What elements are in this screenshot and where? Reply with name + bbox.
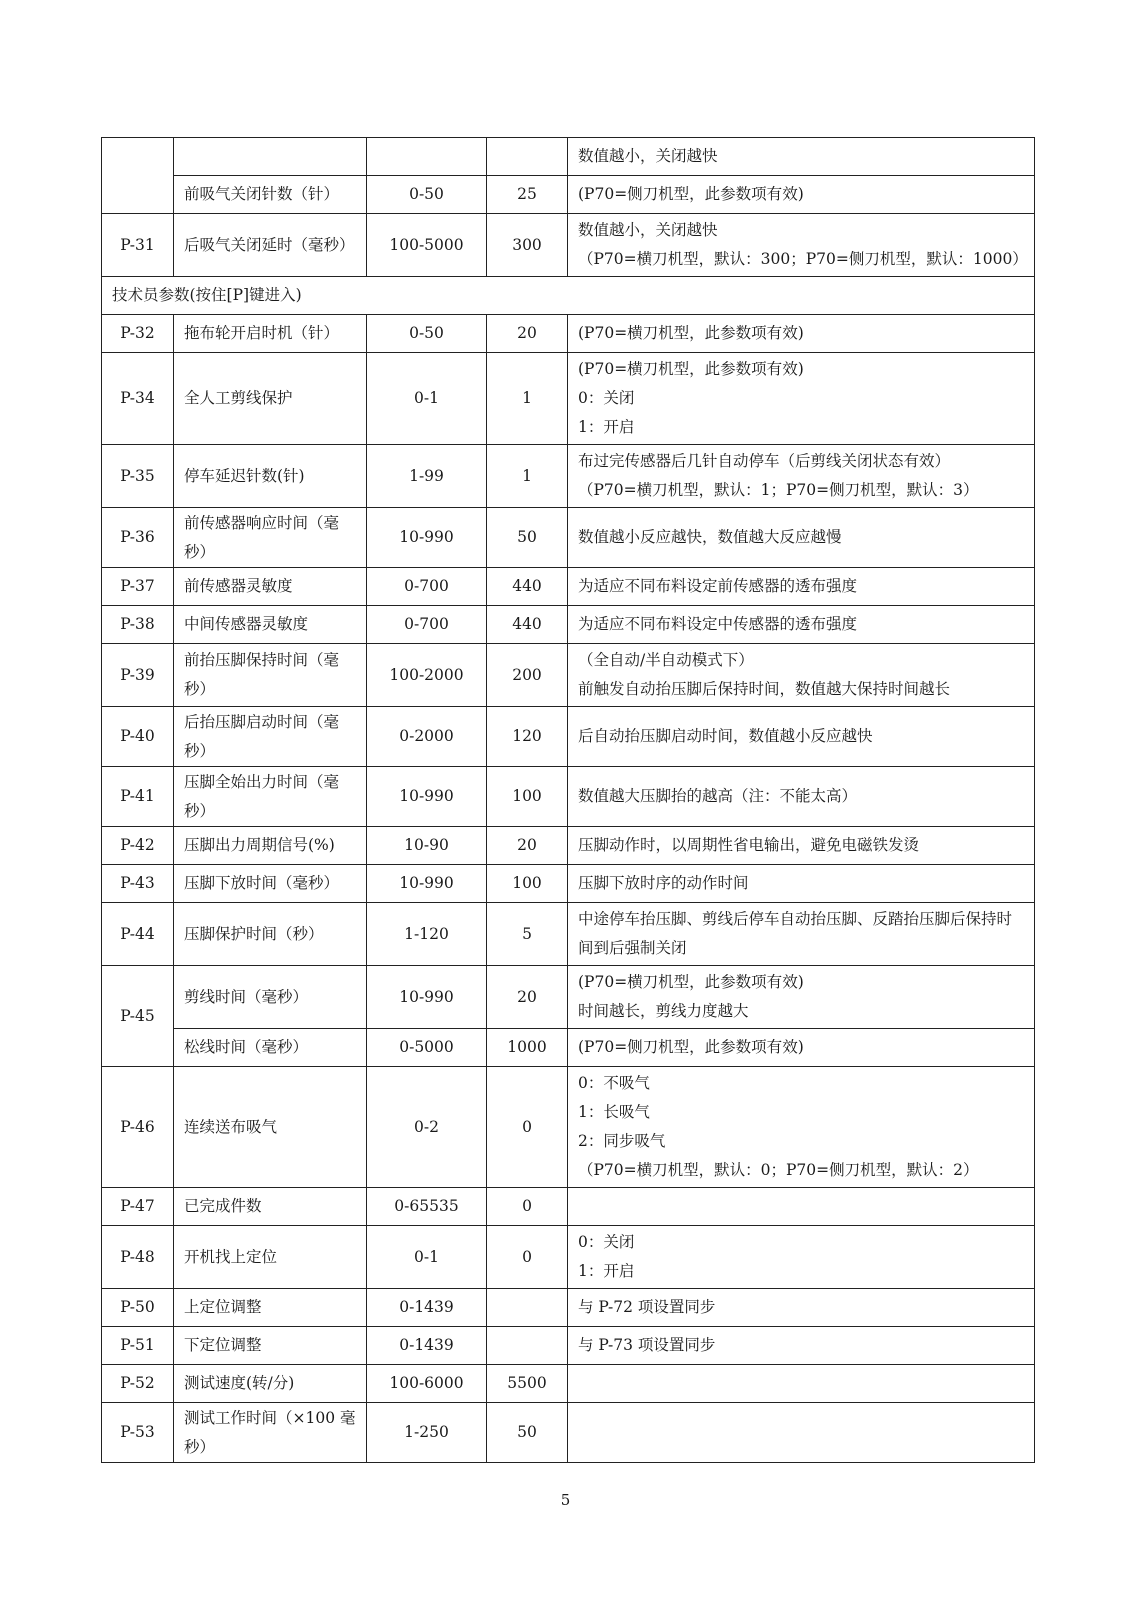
param-default: 50 xyxy=(487,508,568,568)
table-row xyxy=(102,315,1035,353)
table-row xyxy=(102,1403,1035,1463)
param-range: 0-700 xyxy=(367,568,487,606)
param-name: 测试工作时间（×100 毫秒） xyxy=(174,1403,367,1463)
table-row xyxy=(102,445,1035,508)
param-desc xyxy=(568,508,1035,568)
param-range: 10-990 xyxy=(367,966,487,1029)
param-range: 100-6000 xyxy=(367,1365,487,1403)
param-code: P-50 xyxy=(102,1289,174,1327)
table-row xyxy=(102,1365,1035,1403)
param-code: P-40 xyxy=(102,707,174,767)
page-number: 5 xyxy=(560,1491,571,1509)
table-row xyxy=(102,903,1035,966)
desc-line: 与 P-73 项设置同步 xyxy=(578,1336,716,1354)
param-name: 前吸气关闭针数（针） xyxy=(174,176,367,214)
desc-line: 与 P-72 项设置同步 xyxy=(578,1298,716,1316)
param-default: 300 xyxy=(487,214,568,277)
param-name xyxy=(174,138,367,176)
param-default xyxy=(487,1289,568,1327)
param-code: P-35 xyxy=(102,445,174,508)
param-code: P-47 xyxy=(102,1188,174,1226)
desc-line: 0：关闭 xyxy=(578,1233,635,1251)
param-range: 0-50 xyxy=(367,176,487,214)
param-desc xyxy=(568,966,1035,1029)
param-name: 测试速度(转/分) xyxy=(174,1365,367,1403)
param-name: 前抬压脚保持时间（毫秒） xyxy=(174,644,367,707)
param-code: P-37 xyxy=(102,568,174,606)
desc-line: 2：同步吸气 xyxy=(578,1132,666,1150)
desc-line: (P70=横刀机型，此参数项有效) xyxy=(578,324,804,342)
param-desc xyxy=(568,353,1035,445)
param-range: 10-990 xyxy=(367,865,487,903)
param-name: 前传感器灵敏度 xyxy=(174,568,367,606)
param-desc xyxy=(568,176,1035,214)
param-name: 中间传感器灵敏度 xyxy=(174,606,367,644)
desc-line: （P70=横刀机型，默认：300；P70=侧刀机型，默认：1000） xyxy=(578,250,1028,268)
param-desc xyxy=(568,315,1035,353)
desc-line: 0：关闭 xyxy=(578,389,635,407)
param-desc xyxy=(568,865,1035,903)
table-row xyxy=(102,138,1035,176)
table-row xyxy=(102,767,1035,827)
param-range: 0-2 xyxy=(367,1067,487,1188)
table-row xyxy=(102,644,1035,707)
param-code: P-32 xyxy=(102,315,174,353)
param-code: P-44 xyxy=(102,903,174,966)
param-name: 后抬压脚启动时间（毫秒） xyxy=(174,707,367,767)
param-range: 0-1 xyxy=(367,353,487,445)
section-header-row xyxy=(102,277,1035,315)
param-range: 1-99 xyxy=(367,445,487,508)
param-default: 50 xyxy=(487,1403,568,1463)
desc-line: 数值越小，关闭越快 xyxy=(578,147,718,165)
table-row xyxy=(102,606,1035,644)
param-desc xyxy=(568,1188,1035,1226)
param-default xyxy=(487,138,568,176)
table-row xyxy=(102,353,1035,445)
table-row xyxy=(102,966,1035,1029)
param-desc xyxy=(568,707,1035,767)
param-range: 10-990 xyxy=(367,767,487,827)
param-name: 拖布轮开启时机（针） xyxy=(174,315,367,353)
param-code: P-31 xyxy=(102,214,174,277)
desc-line: 压脚动作时，以周期性省电输出，避免电磁铁发烫 xyxy=(578,836,920,854)
param-range: 0-700 xyxy=(367,606,487,644)
param-default: 5 xyxy=(487,903,568,966)
desc-line: 1：长吸气 xyxy=(578,1103,650,1121)
param-default: 25 xyxy=(487,176,568,214)
desc-line: 0：不吸气 xyxy=(578,1074,650,1092)
param-range: 0-1439 xyxy=(367,1289,487,1327)
param-range xyxy=(367,138,487,176)
param-desc xyxy=(568,1403,1035,1463)
table-row xyxy=(102,568,1035,606)
param-name: 压脚出力周期信号(%) xyxy=(174,827,367,865)
desc-line: 数值越大压脚抬的越高（注：不能太高） xyxy=(578,787,858,805)
param-default: 20 xyxy=(487,827,568,865)
param-default: 0 xyxy=(487,1226,568,1289)
table-row xyxy=(102,1067,1035,1188)
param-name: 松线时间（毫秒） xyxy=(174,1029,367,1067)
param-code: P-39 xyxy=(102,644,174,707)
desc-line: 1：开启 xyxy=(578,1262,635,1280)
desc-line: 压脚下放时序的动作时间 xyxy=(578,874,749,892)
desc-line: 1：开启 xyxy=(578,418,635,436)
desc-line: 中途停车抬压脚、剪线后停车自动抬压脚、反踏抬压脚后保持时间到后强制关闭 xyxy=(578,910,1013,957)
param-range: 1-250 xyxy=(367,1403,487,1463)
param-default: 1 xyxy=(487,445,568,508)
desc-line: 后自动抬压脚启动时间，数值越小反应越快 xyxy=(578,727,873,745)
param-range: 100-5000 xyxy=(367,214,487,277)
table-row xyxy=(102,176,1035,214)
param-code: P-46 xyxy=(102,1067,174,1188)
table-row xyxy=(102,1029,1035,1067)
desc-line: (P70=横刀机型，此参数项有效) xyxy=(578,360,804,378)
param-code xyxy=(102,138,174,214)
desc-line: 前触发自动抬压脚后保持时间，数值越大保持时间越长 xyxy=(578,680,951,698)
desc-line: 为适应不同布料设定前传感器的透布强度 xyxy=(578,577,858,595)
param-code: P-52 xyxy=(102,1365,174,1403)
param-range: 0-1 xyxy=(367,1226,487,1289)
table-row xyxy=(102,214,1035,277)
param-desc xyxy=(568,1226,1035,1289)
desc-line: (P70=横刀机型，此参数项有效) xyxy=(578,973,804,991)
param-range: 0-2000 xyxy=(367,707,487,767)
param-name: 压脚下放时间（毫秒） xyxy=(174,865,367,903)
param-default: 5500 xyxy=(487,1365,568,1403)
desc-line: 为适应不同布料设定中传感器的透布强度 xyxy=(578,615,858,633)
param-code: P-34 xyxy=(102,353,174,445)
param-name: 连续送布吸气 xyxy=(174,1067,367,1188)
param-default: 100 xyxy=(487,865,568,903)
param-default: 200 xyxy=(487,644,568,707)
table-row xyxy=(102,707,1035,767)
param-code: P-51 xyxy=(102,1327,174,1365)
table-row xyxy=(102,1327,1035,1365)
desc-line: （P70=横刀机型，默认：0；P70=侧刀机型，默认：2） xyxy=(578,1161,979,1179)
param-name: 压脚保护时间（秒） xyxy=(174,903,367,966)
param-default: 0 xyxy=(487,1188,568,1226)
param-code: P-53 xyxy=(102,1403,174,1463)
param-range: 0-50 xyxy=(367,315,487,353)
param-default xyxy=(487,1327,568,1365)
param-desc xyxy=(568,644,1035,707)
param-desc xyxy=(568,1289,1035,1327)
param-range: 10-90 xyxy=(367,827,487,865)
param-default: 20 xyxy=(487,315,568,353)
param-desc xyxy=(568,138,1035,176)
desc-line: 数值越小反应越快，数值越大反应越慢 xyxy=(578,528,842,546)
desc-line: （P70=横刀机型，默认：1；P70=侧刀机型，默认：3） xyxy=(578,481,979,499)
table-row xyxy=(102,865,1035,903)
parameter-table xyxy=(101,137,1035,1463)
param-code: P-38 xyxy=(102,606,174,644)
table-row xyxy=(102,1226,1035,1289)
table-row xyxy=(102,827,1035,865)
param-name: 剪线时间（毫秒） xyxy=(174,966,367,1029)
param-default: 1 xyxy=(487,353,568,445)
param-default: 20 xyxy=(487,966,568,1029)
param-code: P-41 xyxy=(102,767,174,827)
param-code: P-48 xyxy=(102,1226,174,1289)
desc-line: 布过完传感器后几针自动停车（后剪线关闭状态有效） xyxy=(578,452,951,470)
param-default: 120 xyxy=(487,707,568,767)
param-default: 100 xyxy=(487,767,568,827)
param-desc xyxy=(568,606,1035,644)
param-name: 上定位调整 xyxy=(174,1289,367,1327)
param-default: 0 xyxy=(487,1067,568,1188)
param-desc xyxy=(568,1327,1035,1365)
param-name: 前传感器响应时间（毫秒） xyxy=(174,508,367,568)
param-range: 1-120 xyxy=(367,903,487,966)
param-name: 已完成件数 xyxy=(174,1188,367,1226)
param-range: 0-1439 xyxy=(367,1327,487,1365)
param-range: 100-2000 xyxy=(367,644,487,707)
param-desc xyxy=(568,214,1035,277)
param-name: 全人工剪线保护 xyxy=(174,353,367,445)
param-name: 下定位调整 xyxy=(174,1327,367,1365)
param-name: 压脚全始出力时间（毫秒） xyxy=(174,767,367,827)
desc-line: 时间越长，剪线力度越大 xyxy=(578,1002,749,1020)
param-default: 1000 xyxy=(487,1029,568,1067)
param-desc xyxy=(568,903,1035,966)
param-desc xyxy=(568,445,1035,508)
param-desc xyxy=(568,827,1035,865)
param-desc xyxy=(568,1365,1035,1403)
param-range: 0-5000 xyxy=(367,1029,487,1067)
param-desc xyxy=(568,1029,1035,1067)
param-desc xyxy=(568,1067,1035,1188)
param-desc xyxy=(568,568,1035,606)
param-default: 440 xyxy=(487,568,568,606)
section-title: 技术员参数(按住[P]键进入) xyxy=(102,277,1035,315)
param-code: P-42 xyxy=(102,827,174,865)
table-row xyxy=(102,1188,1035,1226)
desc-line: (P70=侧刀机型，此参数项有效) xyxy=(578,185,804,203)
param-name: 停车延迟针数(针) xyxy=(174,445,367,508)
param-name: 开机找上定位 xyxy=(174,1226,367,1289)
desc-line: （全自动/半自动模式下） xyxy=(578,651,754,669)
param-default: 440 xyxy=(487,606,568,644)
param-desc xyxy=(568,767,1035,827)
param-code: P-36 xyxy=(102,508,174,568)
desc-line: 数值越小，关闭越快 xyxy=(578,221,718,239)
param-range: 0-65535 xyxy=(367,1188,487,1226)
param-range: 10-990 xyxy=(367,508,487,568)
param-code: P-45 xyxy=(102,966,174,1067)
desc-line: (P70=侧刀机型，此参数项有效) xyxy=(578,1038,804,1056)
table-row xyxy=(102,508,1035,568)
param-code: P-43 xyxy=(102,865,174,903)
table-row xyxy=(102,1289,1035,1327)
param-name: 后吸气关闭延时（毫秒） xyxy=(174,214,367,277)
